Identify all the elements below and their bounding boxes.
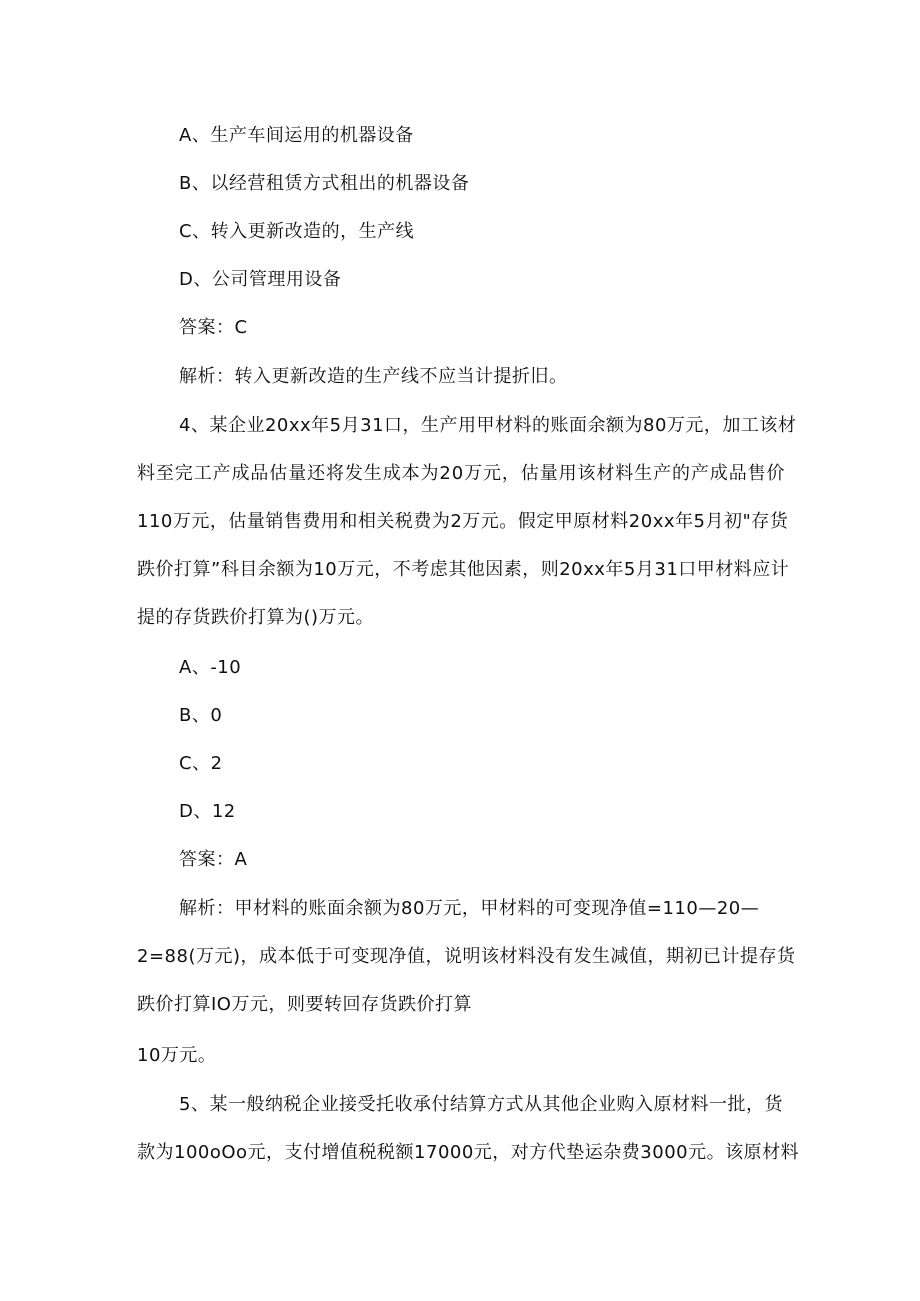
q4-option-c: C、2	[179, 753, 223, 774]
q4-answer: 答案：A	[179, 849, 248, 870]
q5-stem-line: 款为100oOo元，支付增值税税额17000元，对方代垫运杂费3000元。该原材料	[137, 1142, 800, 1163]
q4-stem-line: 料至完工产成品估量还将发生成本为20万元，估量用该材料生产的产成品售价	[137, 463, 786, 484]
q4-option-a: A、-10	[179, 657, 242, 678]
q4-option-b: B、0	[179, 705, 223, 726]
q4-stem-line: 跌价打算”科目余额为10万元，不考虑其他因素，则20xx年5月31口甲材料应计	[137, 559, 790, 580]
q3-option-d: D、公司管理用设备	[179, 269, 342, 290]
q4-option-d: D、12	[179, 801, 236, 822]
q4-analysis-line: 解析：甲材料的账面余额为80万元，甲材料的可变现净值=110—20—	[179, 898, 760, 919]
q4-analysis-line: 2=88(万元)，成本低于可变现净值，说明该材料没有发生减值，期初已计提存货	[137, 946, 796, 967]
q4-analysis-line: 10万元。	[137, 1045, 217, 1066]
q5-stem-line: 5、某一般纳税企业接受托收承付结算方式从其他企业购入原材料一批，货	[179, 1094, 783, 1115]
q3-option-a: A、生产车间运用的机器设备	[179, 125, 414, 146]
q4-analysis-line: 跌价打算IO万元，则要转回存货跌价打算	[137, 994, 472, 1015]
q3-answer: 答案：C	[179, 317, 248, 338]
q4-stem-line: 110万元，估量销售费用和相关税费为2万元。假定甲原材料20xx年5月初"存货	[137, 511, 789, 532]
q3-option-b: B、以经营租赁方式租出的机器设备	[179, 173, 470, 194]
q3-option-c: C、转入更新改造的，生产线	[179, 221, 415, 242]
q4-stem-line: 提的存货跌价打算为()万元。	[137, 607, 375, 628]
q3-analysis: 解析：转入更新改造的生产线不应当计提折旧。	[179, 366, 568, 387]
q4-stem-line: 4、某企业20xx年5月31口，生产用甲材料的账面余额为80万元，加工该材	[179, 415, 797, 436]
